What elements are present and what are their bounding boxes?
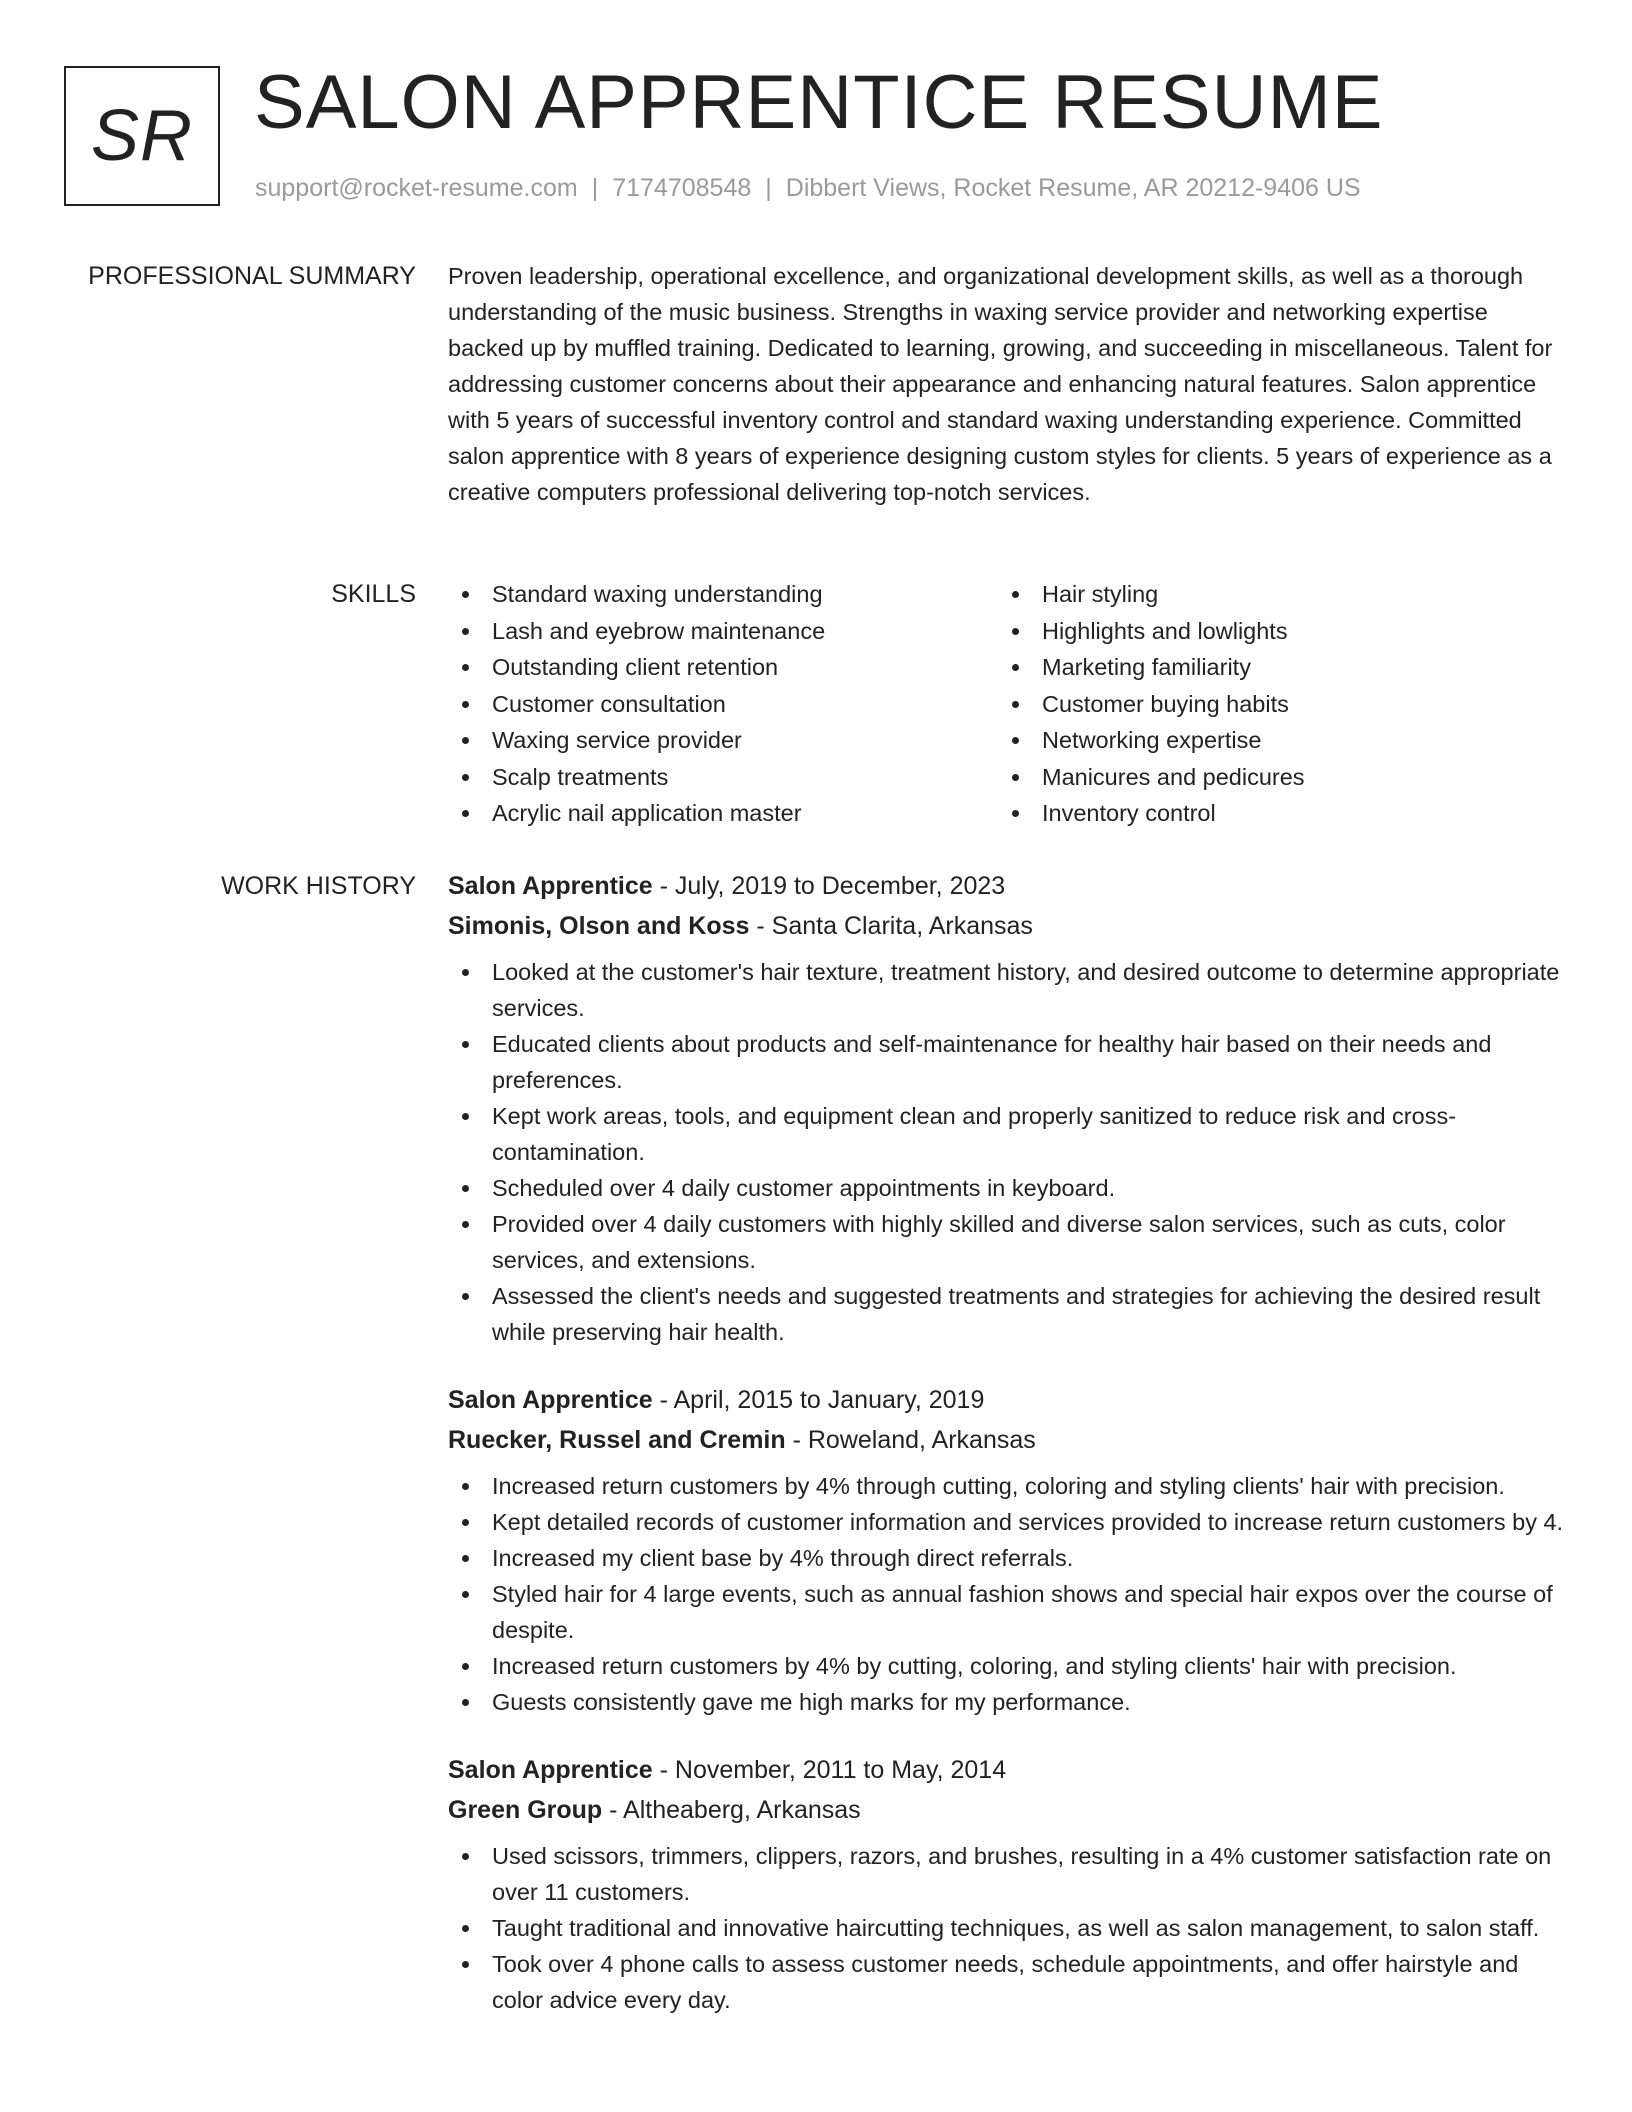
job-dates: - July, 2019 to December, 2023 <box>652 872 1006 900</box>
skill-item: Acrylic nail application master <box>448 795 998 832</box>
job-company-line <box>448 1420 1568 1460</box>
contact-separator: | <box>591 174 599 202</box>
job-bullet: Scheduled over 4 daily customer appointments in keyboard. <box>448 1170 1568 1206</box>
skill-item: Customer consultation <box>448 686 998 723</box>
job-bullets <box>448 1468 1568 1720</box>
job-entry <box>448 1750 1568 2018</box>
contact-separator: | <box>765 174 772 202</box>
job-bullet: Taught traditional and innovative haircutting techniques, as well as salon management, to salon staff. <box>448 1910 1568 1946</box>
contact-line <box>255 174 1361 203</box>
skill-item: Customer buying habits <box>998 686 1548 723</box>
skill-item: Inventory control <box>998 795 1548 832</box>
job-company: Green Group <box>448 1796 603 1824</box>
skills-list-left <box>448 576 998 832</box>
job-bullet: Kept work areas, tools, and equipment clean and properly sanitized to reduce risk and cross-contamination. <box>448 1098 1568 1170</box>
resume-title: SALON APPRENTICE RESUME <box>254 60 1384 145</box>
job-bullet: Used scissors, trimmers, clippers, razors, and brushes, resulting in a 4% customer satisfaction rate on over 11 customers. <box>448 1838 1568 1910</box>
skill-item: Outstanding client retention <box>448 649 998 686</box>
job-title: Salon Apprentice <box>448 1756 653 1784</box>
skill-item: Standard waxing understanding <box>448 576 998 613</box>
summary-body <box>448 258 1568 510</box>
job-entry <box>448 866 1568 1350</box>
job-bullet: Increased my client base by 4% through direct referrals. <box>448 1540 1568 1576</box>
contact-email[interactable]: support@rocket-resume.com <box>255 174 578 202</box>
job-title: Salon Apprentice <box>448 1386 653 1414</box>
skill-item: Marketing familiarity <box>998 649 1548 686</box>
job-bullets <box>448 954 1568 1350</box>
job-company: Ruecker, Russel and Cremin <box>448 1426 786 1454</box>
job-location: - Santa Clarita, Arkansas <box>749 912 1033 940</box>
skills-body <box>448 576 1568 832</box>
work-heading: WORK HISTORY <box>221 872 416 900</box>
skill-item: Manicures and pedicures <box>998 759 1548 796</box>
skills-columns <box>448 576 1568 832</box>
job-title-line <box>448 1750 1568 1790</box>
job-title-line <box>448 866 1568 906</box>
skill-item: Networking expertise <box>998 722 1548 759</box>
job-bullet: Styled hair for 4 large events, such as annual fashion shows and special hair expos over the course of despite. <box>448 1576 1568 1648</box>
skill-item: Highlights and lowlights <box>998 613 1548 650</box>
skills-list-right <box>998 576 1548 832</box>
job-entry <box>448 1380 1568 1720</box>
job-company-line <box>448 906 1568 946</box>
job-bullet: Took over 4 phone calls to assess customer needs, schedule appointments, and offer hairstyle and color advice every day. <box>448 1946 1568 2018</box>
job-company: Simonis, Olson and Koss <box>448 912 750 940</box>
contact-phone[interactable]: 7174708548 <box>612 174 752 202</box>
job-bullets <box>448 1838 1568 2018</box>
job-dates: - November, 2011 to May, 2014 <box>652 1756 1007 1784</box>
job-title: Salon Apprentice <box>448 872 653 900</box>
job-bullet: Provided over 4 daily customers with highly skilled and diverse salon services, such as cuts, color services, and extensions. <box>448 1206 1568 1278</box>
summary-text: Proven leadership, operational excellence, and organizational development skills, as well as a thorough understanding of the music business. Strengths in waxing service provider and networking expertise backed up by muffled training. Dedicated to learning, growing, and succeeding in miscellaneous. Talent for addressing customer concerns about their appearance and enhancing natural features. Salon apprentice with 5 years of successful inventory control and standard waxing understanding experience. Committed salon apprentice with 8 years of experience designing custom styles for clients. 5 years of experience as a creative computers professional delivering top-notch services. <box>448 263 1553 505</box>
job-bullet: Guests consistently gave me high marks for my performance. <box>448 1684 1568 1720</box>
job-bullet: Increased return customers by 4% by cutting, coloring, and styling clients' hair with precision. <box>448 1648 1568 1684</box>
job-bullet: Increased return customers by 4% through cutting, coloring and styling clients' hair with precision. <box>448 1468 1568 1504</box>
contact-address: Dibbert Views, Rocket Resume, AR 20212-9406 US <box>785 174 1361 202</box>
work-body <box>448 866 1568 2048</box>
monogram-initials: SR <box>64 66 220 206</box>
skills-heading: SKILLS <box>331 580 416 608</box>
job-title-line <box>448 1380 1568 1420</box>
skill-item: Hair styling <box>998 576 1548 613</box>
skill-item: Lash and eyebrow maintenance <box>448 613 998 650</box>
job-bullet: Assessed the client's needs and suggested treatments and strategies for achieving the desired result while preserving hair health. <box>448 1278 1568 1350</box>
job-bullet: Kept detailed records of customer information and services provided to increase return customers by 4. <box>448 1504 1568 1540</box>
job-location: - Roweland, Arkansas <box>785 1426 1036 1454</box>
job-bullet: Educated clients about products and self-maintenance for healthy hair based on their needs and preferences. <box>448 1026 1568 1098</box>
summary-heading: PROFESSIONAL SUMMARY <box>88 262 416 290</box>
job-location: - Altheaberg, Arkansas <box>602 1796 861 1824</box>
skill-item: Scalp treatments <box>448 759 998 796</box>
job-bullet: Looked at the customer's hair texture, treatment history, and desired outcome to determine appropriate services. <box>448 954 1568 1026</box>
job-dates: - April, 2015 to January, 2019 <box>652 1386 985 1414</box>
skill-item: Waxing service provider <box>448 722 998 759</box>
job-company-line <box>448 1790 1568 1830</box>
